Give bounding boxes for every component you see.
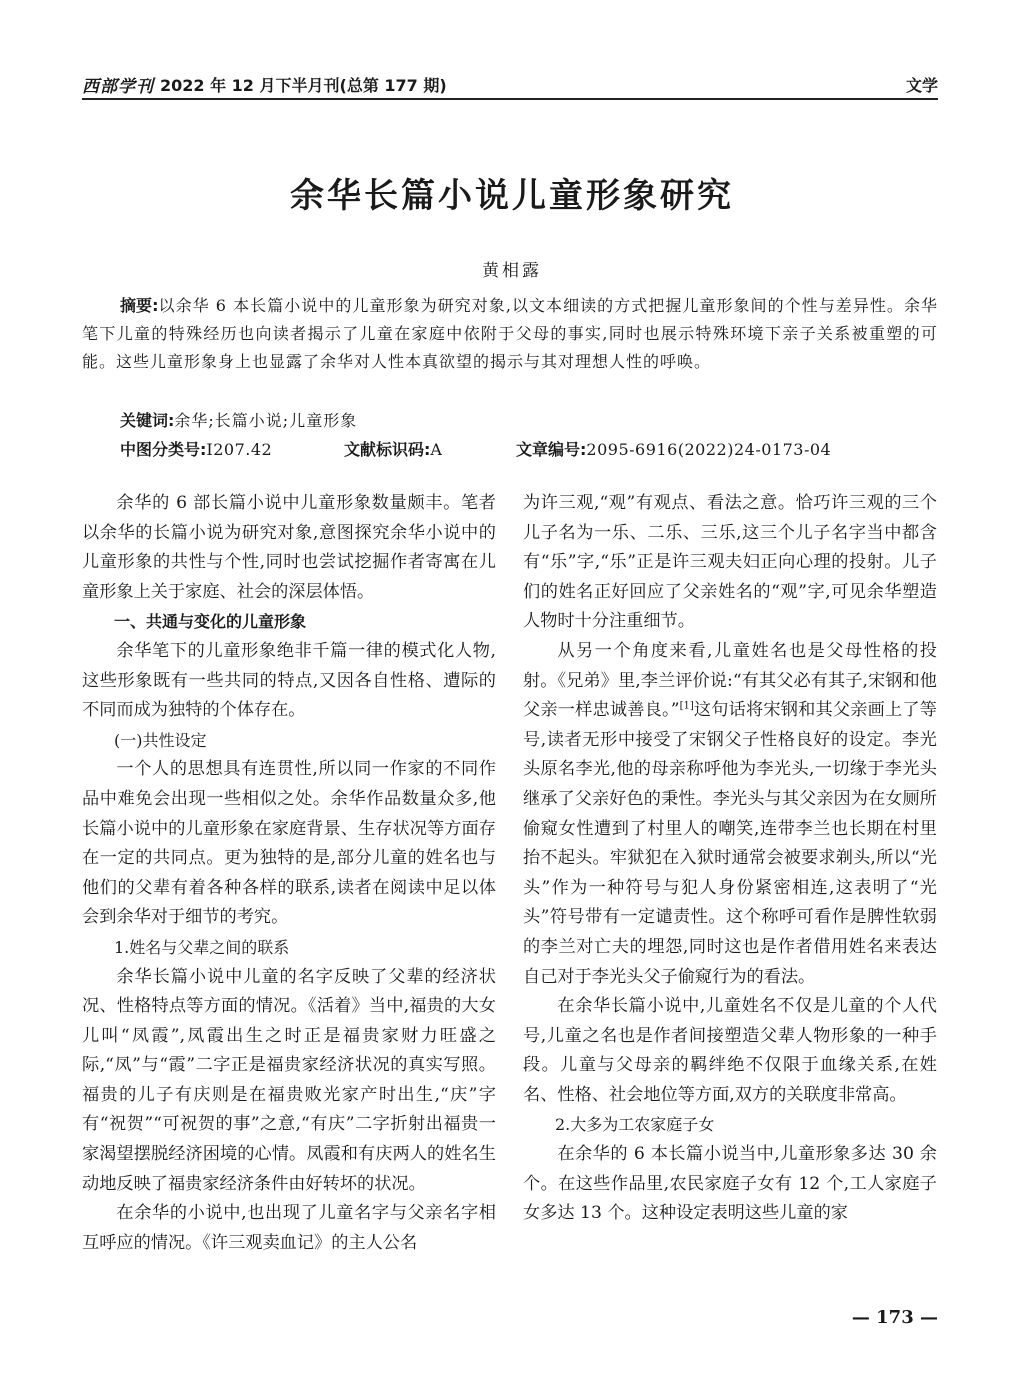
clc-number (120, 437, 272, 460)
paragraph: 余华的 6 部长篇小说中儿童形象数量颇丰。笔者以余华的长篇小说为研究对象,意图探究余华小说中的儿童形象的共性与个性,同时也尝试挖掘作者寄寓在儿童形象上关于家庭、社会的深层体悟。 (82, 493, 496, 602)
paragraph-text: 从另一个角度来看,儿童姓名也是父母性格的投射。《兄弟》里,李兰评价说:“有其父必有其子,宋钢和他父亲一样忠诚善良。” (523, 640, 937, 721)
issue-info: 2022 年 12 月下半月刊(总第 177 期) (160, 76, 447, 95)
article-number (516, 437, 831, 460)
doc-value: A (430, 440, 443, 459)
paragraph: 为许三观,“观”有观点、看法之意。恰巧许三观的三个儿子名为一乐、二乐、三乐,这三个儿子名字当中都含有“乐”字,“乐”正是许三观夫妇正向心理的投射。儿子们的姓名正好回应了父亲姓名的“观”字,可见余华塑造人物时十分注重细节。 (523, 493, 937, 632)
section-name: 文学 (905, 76, 938, 95)
journal-logo: 西部学刊 (82, 77, 154, 97)
abstract-label: 摘要: (120, 296, 159, 315)
article-value: 2095-6916(2022)24-0173-04 (586, 440, 832, 459)
abstract (82, 292, 938, 376)
section-heading: 一、共通与变化的儿童形象 (114, 612, 307, 632)
paragraph: 在余华的 6 本长篇小说当中,儿童形象多达 30 余个。在这些作品里,农民家庭子女有 12 个,工人家庭子女多达 13 个。这种设定表明这些儿童的家 (523, 1144, 937, 1224)
article-title: 余华长篇小说儿童形象研究 (290, 176, 734, 216)
paragraph (523, 637, 937, 992)
keywords (120, 408, 357, 431)
clc-value: I207.42 (206, 440, 273, 459)
clc-label: 中图分类号: (120, 440, 207, 459)
paragraph: 余华长篇小说中儿童的名字反映了父辈的经济状况、性格特点等方面的情况。《活着》当中,福贵的大女儿叫“凤霞”,凤霞出生之时正是福贵家财力旺盛之际,“凤”与“霞”二字正是福贵家经济状况的真实写照。福贵的儿子有庆则是在福贵败光家产时出生,“庆”字有“祝贺”“可祝贺的事”之意,“有庆”二字折射出福贵一家渴望摆脱经济困境的心情。凤霞和有庆两人的姓名生动地反映了福贵家经济条件由好转坏的状况。 (82, 966, 496, 1194)
article-label: 文章编号: (516, 440, 587, 459)
keywords-label: 关键词: (120, 411, 175, 430)
document-code (344, 437, 442, 460)
doc-label: 文献标识码: (344, 440, 431, 459)
paragraph: 一个人的思想具有连贯性,所以同一作家的不同作品中难免会出现一些相似之处。余华作品数量众多,他长篇小说中的儿童形象在家庭背景、生存状况等方面存在一定的共同点。更为独特的是,部分儿童的姓名也与他们的父辈有着各种各样的联系,读者在阅读中足以体会到余华对于细节的考究。 (82, 759, 496, 928)
left-column (82, 489, 496, 1258)
subsubsection-heading: 1.姓名与父辈之间的联系 (114, 937, 290, 957)
running-header (82, 70, 938, 100)
right-column (523, 489, 937, 1229)
paragraph: 在余华的小说中,也出现了儿童名字与父亲名字相互呼应的情况。《许三观卖血记》的主人公名 (82, 1203, 496, 1253)
paragraph-text: 这句话将宋钢和其父亲画上了等号,读者无形中接受了宋钢父子性格良好的设定。李光头原名李光,他的母亲称呼他为李光头,一切缘于李光头继承了父亲好色的秉性。李光头与其父亲因为在女厕所偷窥女性遭到了村里人的嘲笑,连带李兰也长期在村里抬不起头。牢狱犯在入狱时通常会被要求剃头,所以“光头”作为一种符号与犯人身份紧密相连,这表明了“光头”符号带有一定谴责性。这个称呼可看作是脾性软弱的李兰对亡夫的埋怨,同时这也是作者借用姓名来表达自己对于李光头父子偷窥行为的看法。 (523, 700, 937, 987)
author-name: 黄相露 (482, 261, 542, 281)
subsubsection-heading: 2.大多为工农家庭子女 (555, 1115, 715, 1135)
abstract-text: 以余华 6 本长篇小说中的儿童形象为研究对象,以文本细读的方式把握儿童形象间的个性与差异性。余华笔下儿童的特殊经历也向读者揭示了儿童在家庭中依附于父母的事实,同时也展示特殊环境下亲子关系被重塑的可能。这些儿童形象身上也显露了余华对人性本真欲望的揭示与其对理想人性的呼唤。 (82, 296, 938, 371)
paragraph: 余华笔下的儿童形象绝非千篇一律的模式化人物,这些形象既有一些共同的特点,又因各自性格、遭际的不同而成为独特的个体存在。 (82, 640, 496, 721)
citation-reference[interactable]: [1] (679, 700, 694, 712)
keywords-text: 余华;长篇小说;儿童形象 (174, 411, 358, 430)
subsection-heading: (一)共性设定 (114, 730, 207, 750)
paragraph: 在余华长篇小说中,儿童姓名不仅是儿童的个人代号,儿童之名也是作者间接塑造父辈人物形象的一种手段。儿童与父母亲的羁绊绝不仅限于血缘关系,在姓名、性格、社会地位等方面,双方的关联度非常高。 (523, 996, 937, 1105)
page-number: — 173 — (851, 1307, 938, 1328)
